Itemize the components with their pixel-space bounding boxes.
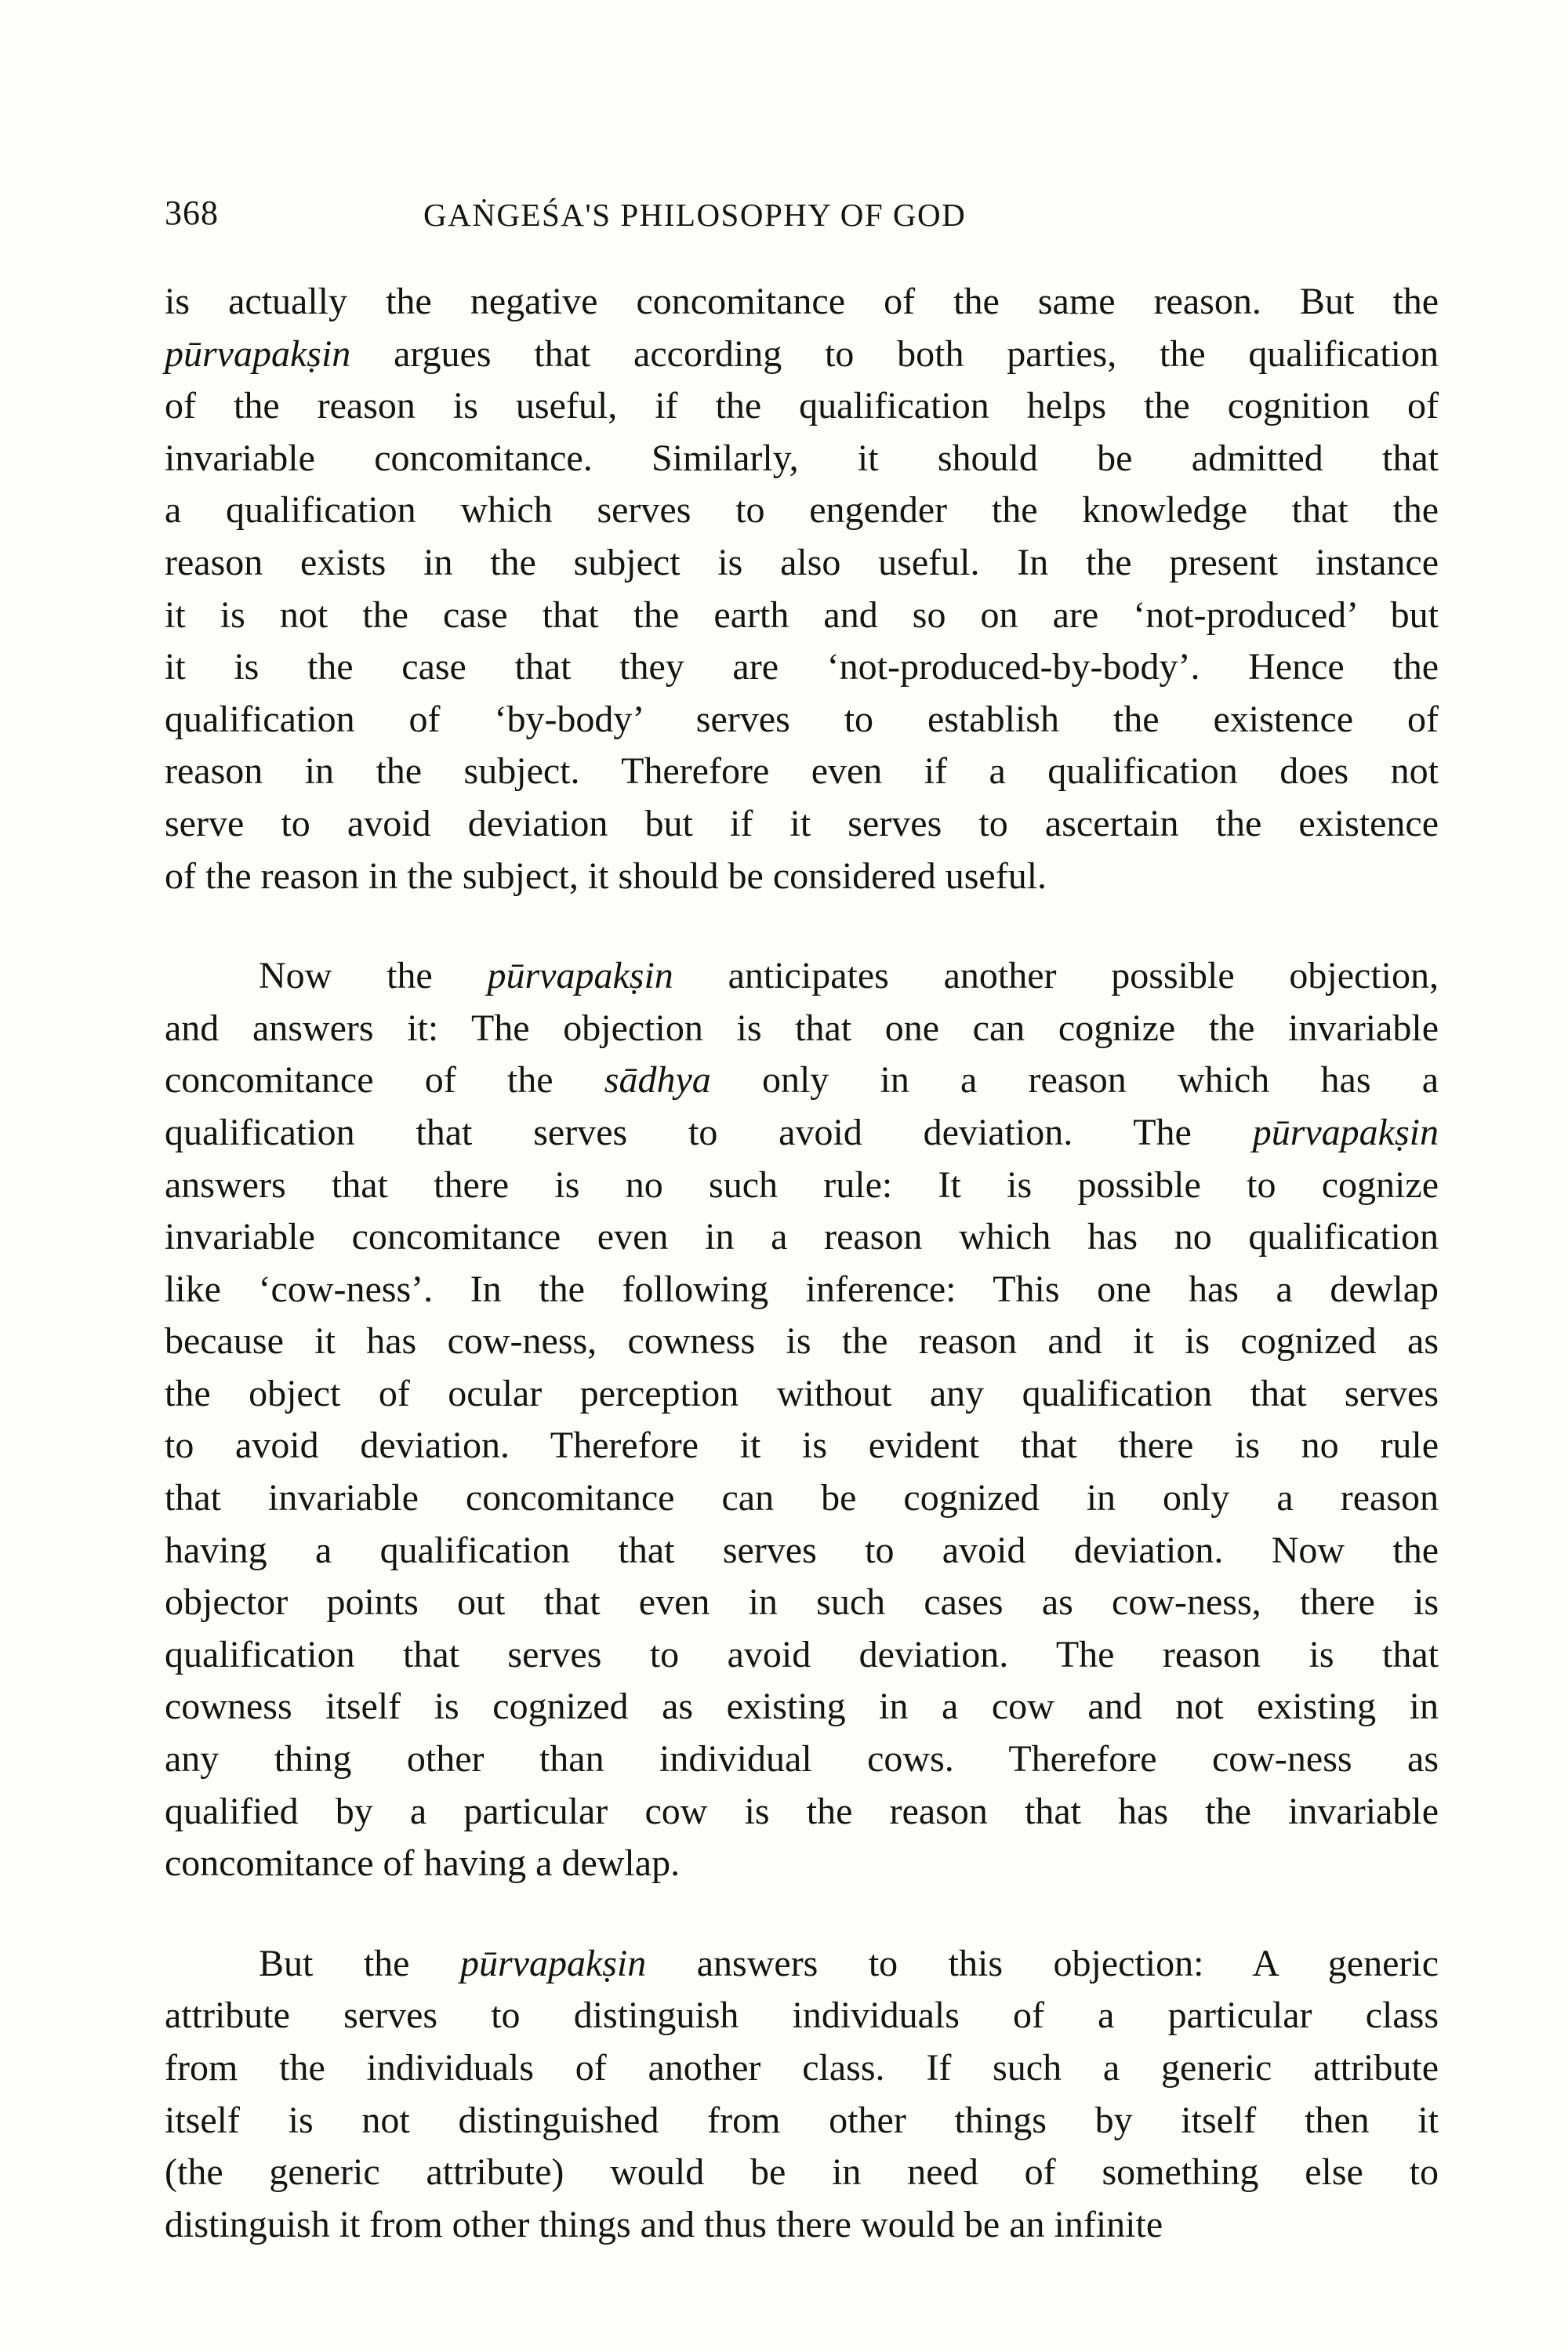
text-line: [165, 2095, 1439, 2147]
text-line: [165, 328, 1439, 381]
text-line: [165, 1316, 1439, 1368]
paragraph: [165, 276, 1439, 902]
paragraph: [165, 1938, 1439, 2252]
text-line: [165, 537, 1439, 590]
text-line: [165, 1525, 1439, 1577]
running-title: GAṄGEŚA'S PHILOSOPHY OF GOD: [423, 197, 967, 233]
text-segment: qualified by a particular cow is the reason that has the invariable: [165, 1790, 1439, 1832]
text-line: [165, 1160, 1439, 1212]
text-line: [165, 1577, 1439, 1629]
text-segment: invariable concomitance even in a reason which has no qualification: [165, 1216, 1439, 1258]
text-segment: that invariable concomitance can be cognized in only a reason: [165, 1477, 1439, 1519]
text-segment: Now the: [259, 955, 488, 997]
text-segment: answers to this objection: A generic: [646, 1942, 1439, 1984]
text-line: [165, 485, 1439, 537]
text-segment: qualification that serves to avoid deviation. The: [165, 1111, 1253, 1153]
text-line: [165, 1838, 1439, 1890]
text-segment: But the: [259, 1942, 460, 1984]
italic-term: pūrvapakṣin: [165, 332, 351, 375]
text-line: [165, 380, 1439, 433]
text-line: [165, 1368, 1439, 1421]
text-line: [165, 1472, 1439, 1525]
text-segment: argues that according to both parties, the qualification: [350, 332, 1439, 375]
text-segment: and answers it: The objection is that one can cognize the invariable: [165, 1007, 1439, 1049]
text-segment: concomitance of having a dewlap.: [165, 1842, 681, 1885]
text-segment: objector points out that even in such cases as cow-ness, there is: [165, 1581, 1439, 1624]
text-segment: any thing other than individual cows. Therefore cow-ness as: [165, 1738, 1439, 1780]
text-segment: qualification of ‘by-body’ serves to establish the existence of: [165, 698, 1439, 740]
text-line: [165, 641, 1439, 694]
text-segment: itself is not distinguished from other things by itself then it: [165, 2099, 1439, 2141]
text-line: [165, 1003, 1439, 1055]
italic-term: pūrvapakṣin: [487, 955, 673, 997]
text-line: [165, 1420, 1439, 1472]
text-segment: like ‘cow-ness’. In the following inference: This one has a dewlap: [165, 1268, 1439, 1310]
text-line: [165, 694, 1439, 746]
text-line: [165, 2147, 1439, 2199]
paragraph: [165, 950, 1439, 1890]
text-segment: of the reason is useful, if the qualification helps the cognition of: [165, 385, 1439, 427]
text-line: [165, 1786, 1439, 1838]
text-segment: it is the case that they are ‘not-produced-by-body’. Hence the: [165, 646, 1439, 688]
text-segment: reason in the subject. Therefore even if a qualification does not: [165, 750, 1439, 793]
text-segment: is actually the negative concomitance of the same reason. But the: [165, 281, 1439, 322]
text-segment: of the reason in the subject, it should be considered useful.: [165, 855, 1047, 897]
text-segment: reason exists in the subject is also useful. In the present instance: [165, 541, 1439, 583]
text-segment: invariable concomitance. Similarly, it should be admitted that: [165, 437, 1439, 479]
text-segment: to avoid deviation. Therefore it is evident that there is no rule: [165, 1425, 1439, 1467]
text-line: [165, 2199, 1439, 2252]
text-segment: a qualification which serves to engender the knowledge that the: [165, 489, 1439, 532]
text-line: [165, 1264, 1439, 1316]
text-line: [165, 1733, 1439, 1786]
text-segment: distinguish it from other things and thus there would be an infinite: [165, 2203, 1163, 2245]
text-segment: from the individuals of another class. If such a generic attribute: [165, 2047, 1439, 2089]
text-line: [165, 1681, 1439, 1733]
text-line: [165, 1938, 1439, 1991]
text-line: [165, 746, 1439, 798]
text-segment: the object of ocular perception without any qualification that serves: [165, 1372, 1439, 1414]
text-line: [165, 798, 1439, 851]
text-line: [165, 276, 1439, 328]
page-header: [165, 193, 1435, 248]
text-segment: qualification that serves to avoid deviation. The reason is that: [165, 1633, 1439, 1675]
text-line: [165, 1211, 1439, 1264]
text-line: [165, 433, 1439, 485]
text-segment: concomitance of the: [165, 1059, 604, 1102]
italic-term: sādhya: [604, 1059, 711, 1102]
text-segment: anticipates another possible objection,: [673, 955, 1439, 997]
text-segment: cowness itself is cognized as existing in a cow and not existing in: [165, 1686, 1439, 1728]
text-segment: it is not the case that the earth and so on are ‘not-produced’ but: [165, 593, 1439, 636]
text-line: [165, 1054, 1439, 1107]
text-line: [165, 590, 1439, 642]
text-line: [165, 1107, 1439, 1160]
italic-term: pūrvapakṣin: [1252, 1111, 1439, 1153]
page-number: 368: [165, 194, 219, 232]
text-segment: having a qualification that serves to avoid deviation. Now the: [165, 1529, 1439, 1571]
text-segment: attribute serves to distinguish individuals of a particular class: [165, 1994, 1439, 2037]
text-line: [165, 1629, 1439, 1682]
text-line: [165, 950, 1439, 1003]
text-segment: serve to avoid deviation but if it serves to ascertain the existence: [165, 802, 1439, 844]
text-segment: only in a reason which has a: [710, 1059, 1439, 1102]
text-line: [165, 2042, 1439, 2095]
text-segment: because it has cow-ness, cowness is the reason and it is cognized as: [165, 1320, 1439, 1363]
text-line: [165, 851, 1439, 903]
text-segment: (the generic attribute) would be in need of something else to: [165, 2151, 1439, 2194]
body-text: [165, 276, 1439, 2251]
text-segment: answers that there is no such rule: It is possible to cognize: [165, 1163, 1439, 1206]
italic-term: pūrvapakṣin: [459, 1942, 647, 1984]
text-line: [165, 1990, 1439, 2042]
